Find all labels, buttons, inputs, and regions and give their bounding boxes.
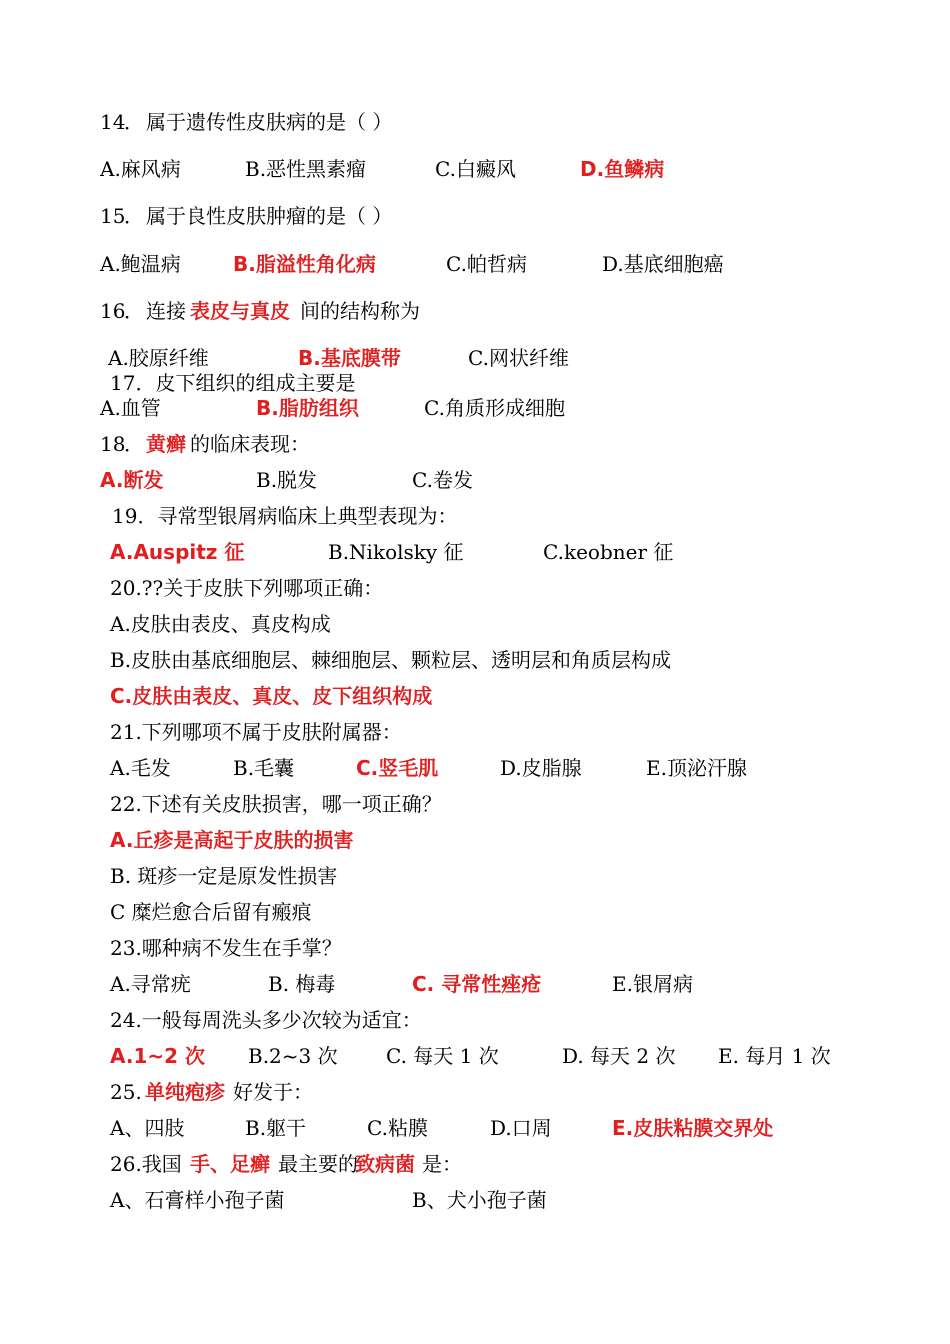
- option-c-answer: C.竖毛肌: [356, 756, 439, 780]
- option-c: C.白癜风: [435, 157, 516, 181]
- option-b: B.毛囊: [233, 756, 295, 780]
- question-stem: 24.一般每周洗头多少次较为适宜：: [110, 1008, 422, 1032]
- option-c: C. 每天 1 次: [386, 1044, 499, 1068]
- option-b-answer: B.脂肪组织: [256, 396, 359, 420]
- options-26: [0, 1185, 950, 1215]
- question-number-dot: ．: [124, 110, 144, 134]
- option-e: E.顶泌汗腺: [646, 756, 747, 780]
- option-b-answer: B.脂溢性角化病: [233, 252, 376, 276]
- question-23: [0, 933, 950, 963]
- option-a: A、四肢: [110, 1116, 185, 1140]
- question-number: 14: [100, 110, 126, 134]
- option-a-row: [0, 825, 950, 855]
- option-c: C.帕哲病: [446, 252, 527, 276]
- option-a-answer: A.1~2 次: [110, 1044, 205, 1068]
- question-stem-mid: 最主要的: [278, 1152, 358, 1176]
- question-number: 15: [100, 204, 126, 228]
- question-14: [0, 107, 950, 137]
- question-21: [0, 717, 950, 747]
- option-b: B.2~3 次: [248, 1044, 338, 1068]
- option-c: C.角质形成细胞: [424, 396, 565, 420]
- options-15: [0, 249, 950, 279]
- question-number-dot: ．: [124, 204, 144, 228]
- option-e: E.银屑病: [612, 972, 693, 996]
- option-d-answer: D.鱼鳞病: [580, 157, 665, 181]
- question-stem: 23.哪种病不发生在手掌？: [110, 936, 342, 960]
- option-d: D.基底细胞癌: [602, 252, 724, 276]
- options-23: [0, 969, 950, 999]
- option-a: A.毛发: [110, 756, 171, 780]
- option-a: A.胶原纤维: [108, 346, 209, 370]
- option-c-answer: C. 寻常性痤疮: [412, 972, 542, 996]
- option-b-row: [0, 645, 950, 675]
- options-24: [0, 1041, 950, 1071]
- option-a: A.寻常疣: [110, 972, 191, 996]
- options-17: [0, 393, 950, 423]
- question-stem: 22.下述有关皮肤损害，哪一项正确？: [110, 792, 442, 816]
- option-b: B. 梅毒: [268, 972, 336, 996]
- question-stem-post: 的临床表现：: [190, 432, 310, 456]
- option-d: D.口周: [490, 1116, 552, 1140]
- question-22: [0, 789, 950, 819]
- option-c: C.keobner 征: [543, 540, 674, 564]
- option-b: B.躯干: [245, 1116, 307, 1140]
- option-c-answer: C.皮肤由表皮、真皮、皮下组织构成: [110, 684, 433, 708]
- option-b: B、犬小孢子菌: [412, 1188, 547, 1212]
- option-e-answer: E.皮肤粘膜交界处: [612, 1116, 774, 1140]
- option-d: D.皮脂腺: [500, 756, 582, 780]
- option-b-row: [0, 861, 950, 891]
- question-stem-pre: 连接: [146, 299, 186, 323]
- question-25: [0, 1077, 950, 1107]
- option-b-answer: B.基底膜带: [298, 346, 401, 370]
- option-b: B.脱发: [256, 468, 318, 492]
- question-stem-keyword: 黄癣: [146, 432, 186, 456]
- options-25: [0, 1113, 950, 1143]
- question-26: [0, 1149, 950, 1179]
- option-c: C.网状纤维: [468, 346, 569, 370]
- option-a: A.鲍温病: [100, 252, 181, 276]
- question-stem-keyword: 单纯疱疹: [145, 1080, 225, 1104]
- question-stem: 属于良性皮肤肿瘤的是（ ）: [146, 204, 393, 228]
- option-c-row: [0, 897, 950, 927]
- option-b: B. 斑疹一定是原发性损害: [110, 864, 338, 888]
- question-number-dot: ．: [124, 299, 144, 323]
- option-c: C.卷发: [412, 468, 473, 492]
- question-20: [0, 573, 950, 603]
- question-stem-pre: 25.: [110, 1080, 142, 1104]
- option-a-answer: A.Auspitz 征: [110, 540, 245, 564]
- question-stem-post: 是：: [422, 1152, 462, 1176]
- question-stem-post: 间的结构称为: [300, 299, 420, 323]
- question-stem-keyword: 手、足癣: [190, 1152, 270, 1176]
- option-c: C.粘膜: [367, 1116, 428, 1140]
- question-stem-post: 好发于：: [233, 1080, 313, 1104]
- question-stem: 21.下列哪项不属于皮肤附属器：: [110, 720, 402, 744]
- question-16: [0, 296, 950, 326]
- question-24: [0, 1005, 950, 1035]
- option-a: A.血管: [100, 396, 161, 420]
- question-number: 18: [100, 432, 126, 456]
- option-a-answer: A.丘疹是高起于皮肤的损害: [110, 828, 354, 852]
- option-c-row: [0, 681, 950, 711]
- question-stem-pre: 26.我国: [110, 1152, 182, 1176]
- question-15: [0, 201, 950, 231]
- option-e: E. 每月 1 次: [718, 1044, 831, 1068]
- option-a: A.麻风病: [100, 157, 181, 181]
- option-b: B.恶性黑素瘤: [245, 157, 367, 181]
- question-stem: 17．皮下组织的组成主要是: [110, 371, 356, 395]
- question-stem: 19．寻常型银屑病临床上典型表现为：: [112, 504, 458, 528]
- question-stem: 20.??关于皮肤下列哪项正确：: [110, 576, 384, 600]
- question-stem-keyword: 表皮与真皮: [190, 299, 290, 323]
- options-14: [0, 154, 950, 184]
- question-number-dot: ．: [124, 432, 144, 456]
- options-19: [0, 537, 950, 567]
- options-18: [0, 465, 950, 495]
- option-b: B.皮肤由基底细胞层、棘细胞层、颗粒层、透明层和角质层构成: [110, 648, 672, 672]
- question-18: [0, 429, 950, 459]
- question-stem-keyword-2: 致病菌: [355, 1152, 415, 1176]
- option-a: A、石膏样小孢子菌: [110, 1188, 285, 1212]
- question-number: 16: [100, 299, 126, 323]
- option-c: C 糜烂愈合后留有瘢痕: [110, 900, 312, 924]
- option-b: B.Nikolsky 征: [328, 540, 464, 564]
- option-a: A.皮肤由表皮、真皮构成: [110, 612, 331, 636]
- options-21: [0, 753, 950, 783]
- option-d: D. 每天 2 次: [562, 1044, 676, 1068]
- question-stem: 属于遗传性皮肤病的是（ ）: [146, 110, 393, 134]
- option-a-answer: A.断发: [100, 468, 164, 492]
- question-19: [0, 501, 950, 531]
- option-a-row: [0, 609, 950, 639]
